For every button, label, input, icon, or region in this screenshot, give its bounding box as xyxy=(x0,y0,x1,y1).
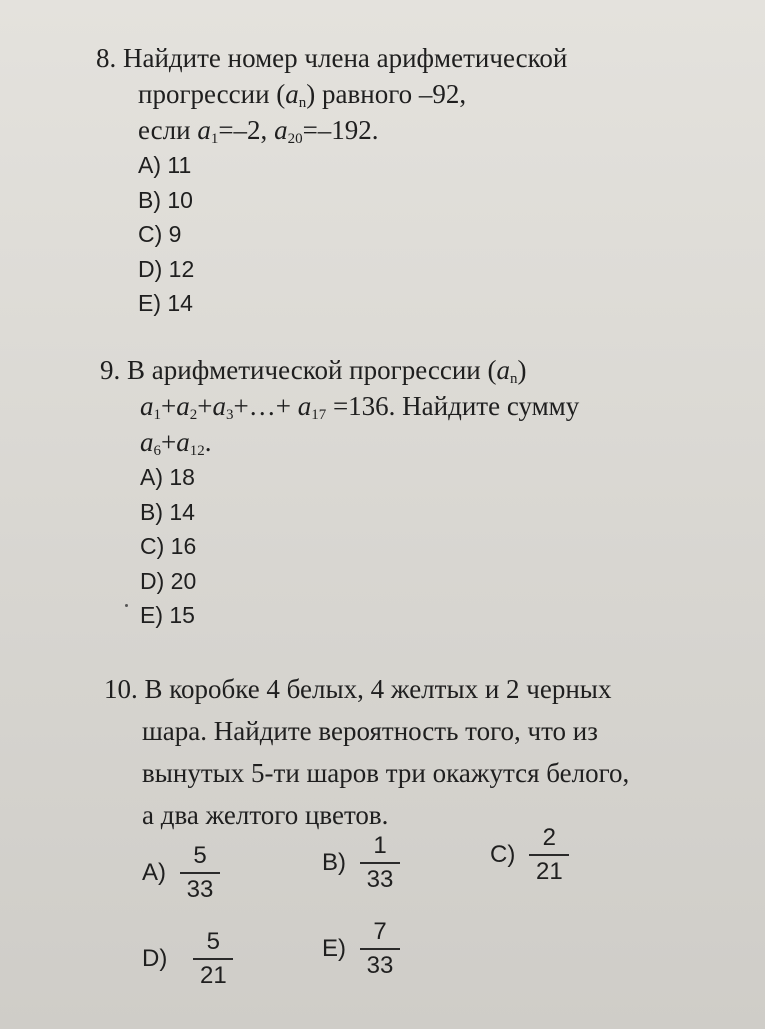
q8-text: =–2, xyxy=(218,115,275,145)
q9-sub: 6 xyxy=(153,443,161,459)
q10-option-e-fraction xyxy=(360,918,400,980)
q8-sub: 20 xyxy=(287,131,303,147)
q10-option-d-label: D) xyxy=(142,945,168,972)
q10-option-c-label: C) xyxy=(490,841,516,868)
q8-var: a xyxy=(285,79,299,109)
question-10 xyxy=(104,668,629,836)
q10-option-b-label: B) xyxy=(322,849,346,876)
fraction-numerator: 7 xyxy=(373,918,387,945)
fraction-denominator: 33 xyxy=(186,876,214,903)
q10-line-1: 10. В коробке 4 белых, 4 желтых и 2 черных xyxy=(104,674,612,704)
q10-option-d[interactable] xyxy=(142,928,233,990)
q8-var: a xyxy=(197,115,211,145)
q8-option-c[interactable]: C) 9 xyxy=(138,221,182,247)
q10-option-e-label: E) xyxy=(322,935,346,962)
pen-dot xyxy=(125,604,128,607)
q9-text: . xyxy=(204,427,212,457)
q9-var: a xyxy=(140,427,154,457)
q10-line-2: шара. Найдите вероятность того, что из xyxy=(142,716,598,746)
q8-text: =–192. xyxy=(302,115,379,145)
q8-line-1: 8. Найдите номер члена арифметической xyxy=(96,43,568,73)
q9-sub: 12 xyxy=(189,443,205,459)
q8-sub: n xyxy=(298,95,307,111)
q8-text: прогрессии ( xyxy=(138,79,286,109)
q9-text: + xyxy=(197,391,213,421)
q9-text: =136. Найдите сумму xyxy=(326,391,580,421)
q9-text: ) xyxy=(517,355,527,385)
q10-option-b[interactable] xyxy=(322,832,400,894)
q8-option-b[interactable]: B) 10 xyxy=(138,186,193,213)
q9-var: a xyxy=(176,427,190,457)
q8-text: ) равного –92, xyxy=(306,79,467,109)
q9-var: a xyxy=(496,355,510,385)
q10-option-a[interactable] xyxy=(142,842,220,904)
q8-options xyxy=(138,148,567,321)
q10-option-b-fraction xyxy=(360,832,400,894)
q9-var: a xyxy=(176,391,190,421)
fraction-numerator: 1 xyxy=(373,832,387,859)
q9-sub: n xyxy=(509,371,518,387)
q9-sub: 3 xyxy=(225,407,234,423)
q10-option-c-fraction xyxy=(529,824,569,886)
q10-option-a-fraction xyxy=(180,842,220,904)
q9-options xyxy=(140,460,579,633)
q9-text: + xyxy=(161,427,177,457)
q9-var: a xyxy=(297,391,312,421)
q8-sub: 1 xyxy=(210,131,219,147)
q8-option-d[interactable]: D) 12 xyxy=(138,255,195,282)
q8-option-e[interactable]: E) 14 xyxy=(138,290,193,316)
q9-option-d[interactable]: D) 20 xyxy=(140,567,197,594)
q9-option-c[interactable]: C) 16 xyxy=(140,533,197,559)
q9-sub: 2 xyxy=(189,407,198,423)
fraction-denominator: 21 xyxy=(535,858,563,885)
fraction-denominator: 21 xyxy=(199,962,227,989)
q9-option-b[interactable]: B) 14 xyxy=(140,498,195,525)
q9-line-3 xyxy=(140,424,579,460)
q9-line-2 xyxy=(140,388,579,424)
fraction-denominator: 33 xyxy=(366,866,394,893)
q10-option-d-fraction xyxy=(193,928,233,990)
q8-text: если xyxy=(138,115,198,145)
q9-option-a[interactable]: A) 18 xyxy=(140,464,195,490)
q9-text: +…+ xyxy=(233,391,298,421)
q10-option-a-label: A) xyxy=(142,859,166,886)
fraction-numerator: 2 xyxy=(542,824,556,851)
q9-text: 9. В арифметической прогрессии ( xyxy=(100,355,497,385)
q10-line-4: а два желтого цветов. xyxy=(142,800,389,830)
q8-var: a xyxy=(274,115,288,145)
fraction-denominator: 33 xyxy=(366,952,394,979)
q9-sub: 17 xyxy=(311,407,327,423)
question-8 xyxy=(96,40,567,321)
q9-sub: 1 xyxy=(153,407,161,423)
q8-option-a[interactable]: A) 11 xyxy=(138,152,192,178)
q10-option-e[interactable] xyxy=(322,918,400,980)
q9-text: + xyxy=(161,391,177,421)
question-9 xyxy=(100,352,579,633)
q9-var: a xyxy=(140,391,154,421)
q9-line-1 xyxy=(100,352,579,388)
q9-var: a xyxy=(212,391,226,421)
q8-line-2 xyxy=(138,76,567,112)
fraction-numerator: 5 xyxy=(206,928,220,955)
q10-option-c[interactable] xyxy=(490,824,569,886)
q8-line-3 xyxy=(138,112,567,148)
fraction-numerator: 5 xyxy=(193,842,207,869)
q10-line-3: вынутых 5-ти шаров три окажутся белого, xyxy=(142,758,630,788)
q9-option-e[interactable]: E) 15 xyxy=(140,602,195,628)
